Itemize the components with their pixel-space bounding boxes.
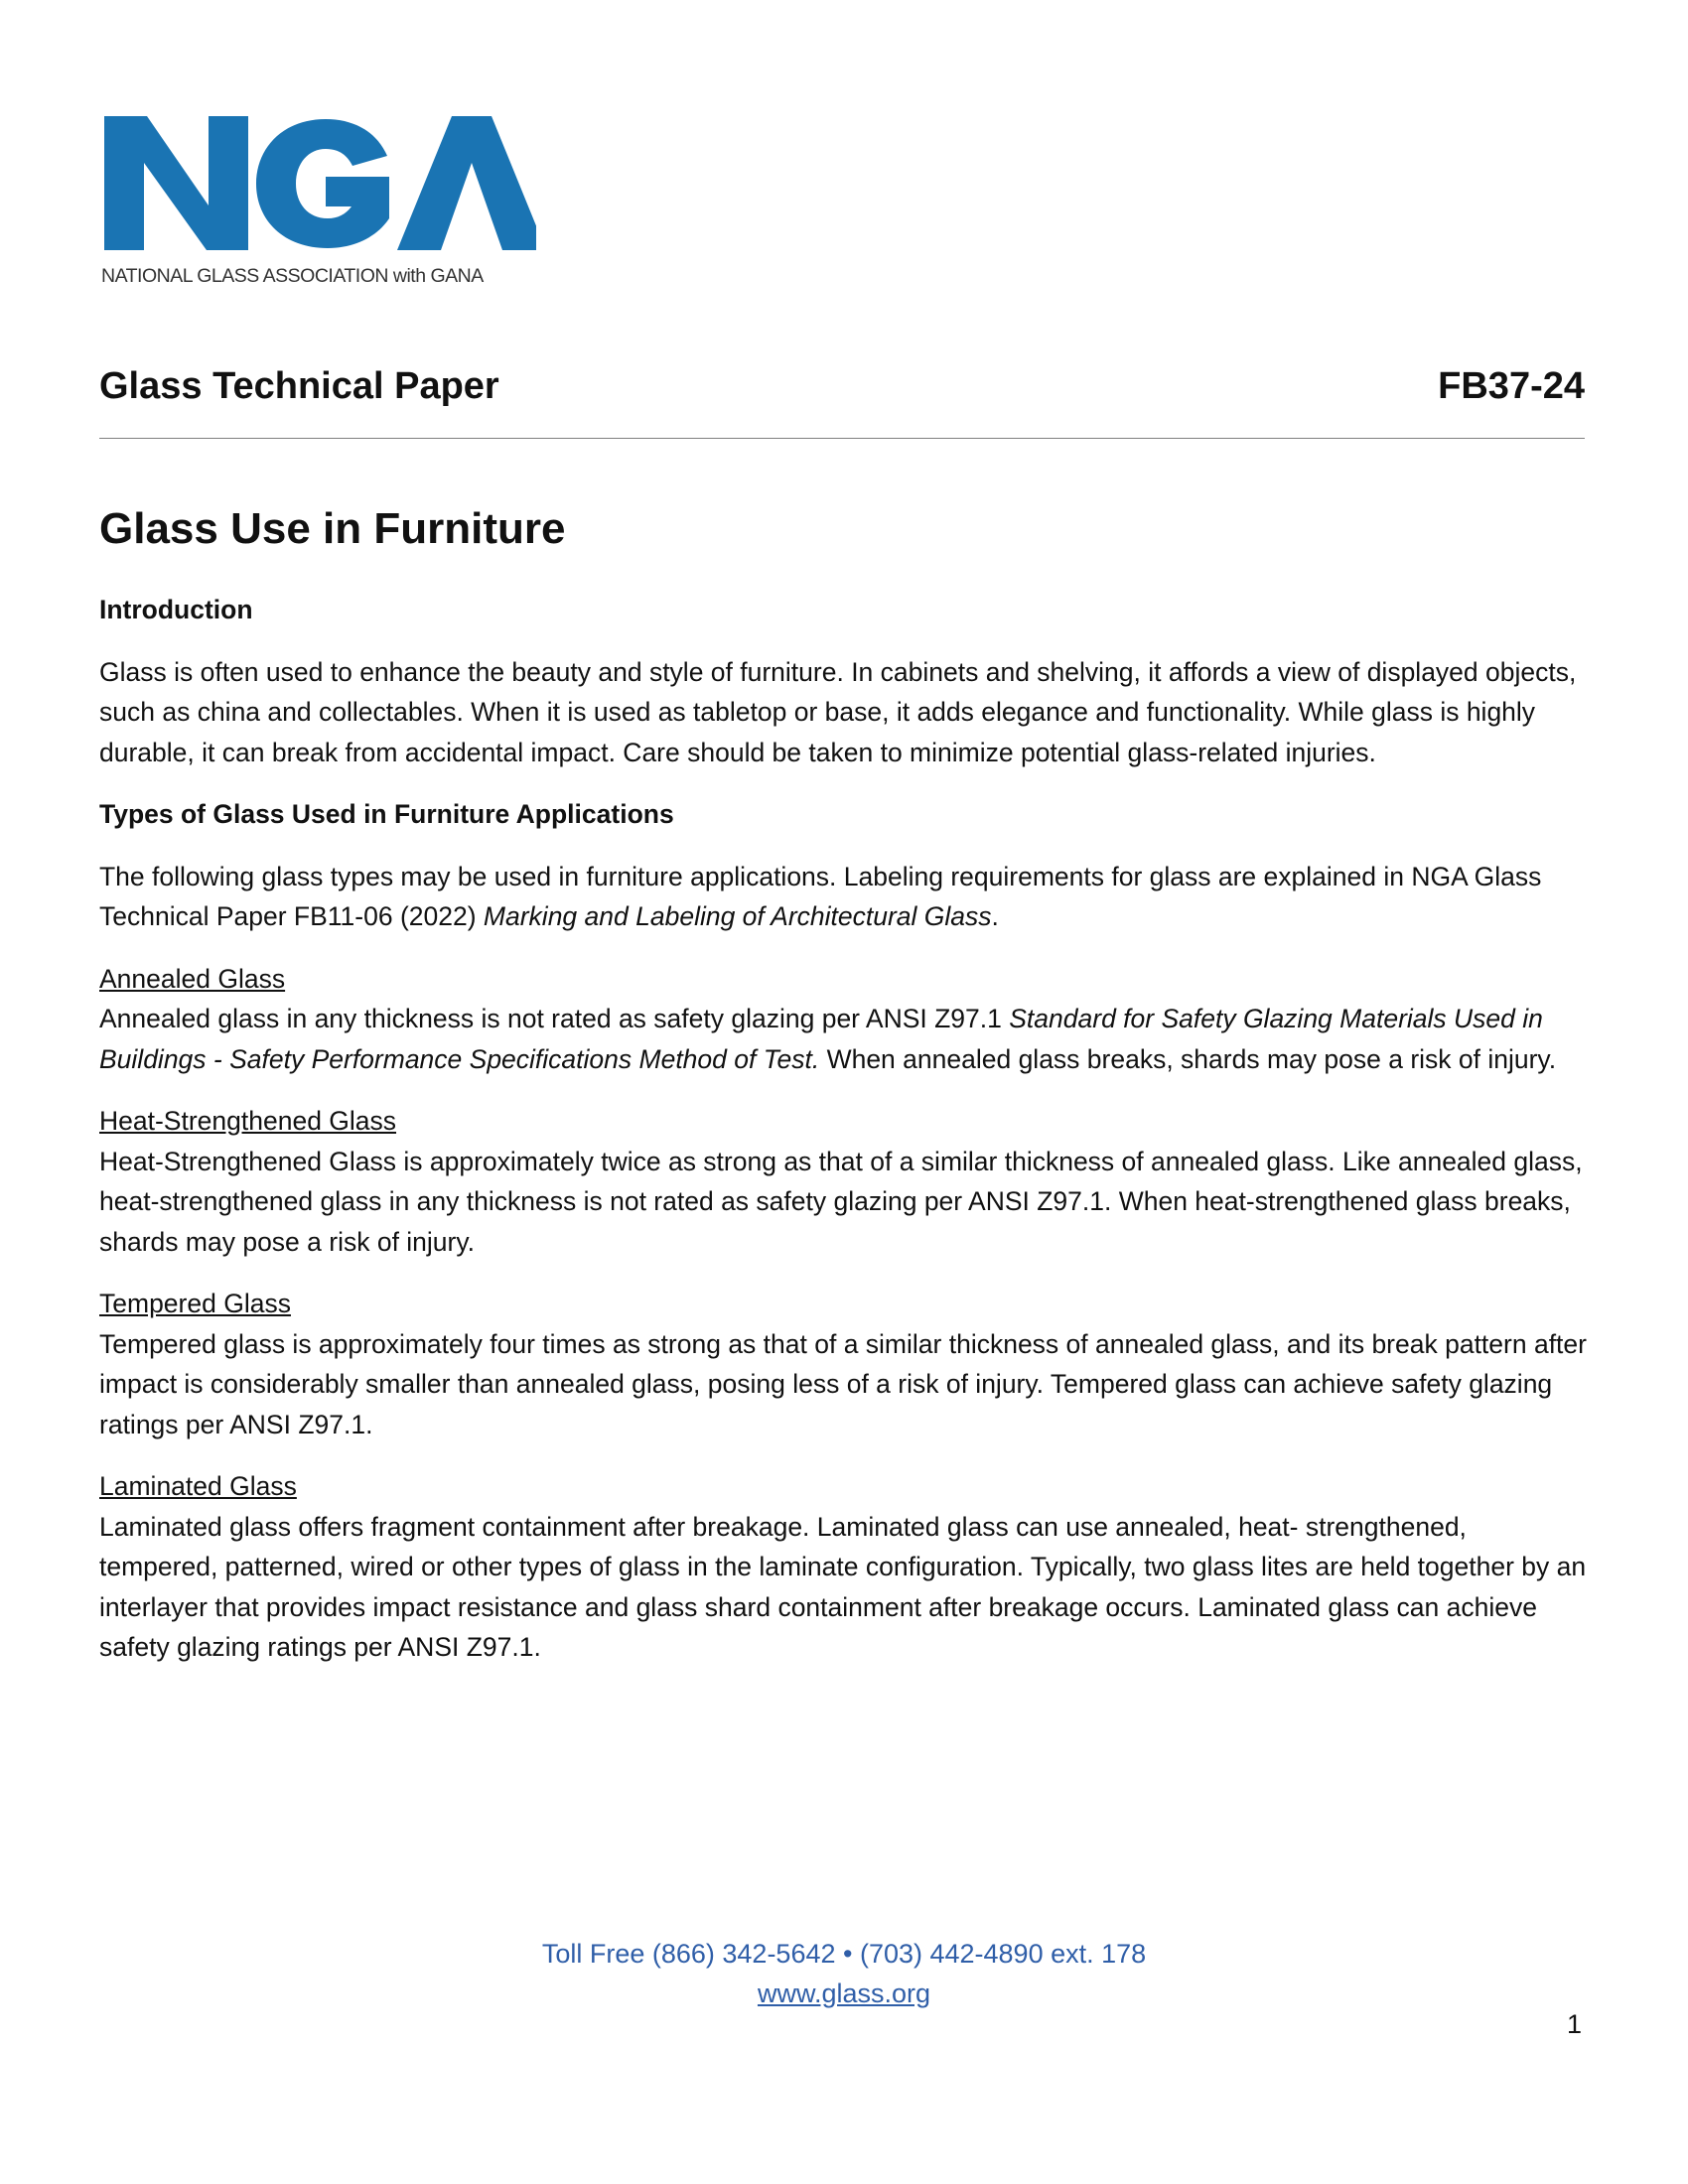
heat-strengthened-paragraph: Heat-Strengthened Glass is approximately twice as strong as that of a similar thickness of annealed glass. Like annealed glass, heat-strengthened glass in any thickness is not rated as safety glazing per ANSI Z97.1. When heat-strengthened glass breaks, shards may pose a risk of injury. <box>99 1146 1583 1257</box>
laminated-paragraph: Laminated glass offers fragment containment after breakage. Laminated glass can use annealed, heat- strengthened, tempered, patterned, wired or other types of glass in the laminate configuration. Typically, two glass lites are held together by an interlayer that provides impact resistance and glass shard containment after breakage occurs. Laminated glass can achieve safety glazing ratings per ANSI Z97.1. <box>99 1511 1587 1662</box>
header-divider <box>99 438 1585 439</box>
tempered-heading: Tempered Glass <box>99 1289 291 1318</box>
document-body <box>99 590 1589 1690</box>
document-type: Glass Technical Paper <box>99 365 499 407</box>
tempered-paragraph: Tempered glass is approximately four times as strong as that of a similar thickness of annealed glass, and its break pattern after impact is considerably smaller than annealed glass, posing less of a risk of injury. Tempered glass can achieve safety glazing ratings per ANSI Z97.1. <box>99 1328 1587 1439</box>
annealed-paragraph <box>99 999 1589 1079</box>
annealed-text: Annealed glass in any thickness is not rated as safety glazing per ANSI Z97.1 <box>99 1004 1010 1033</box>
page-title: Glass Use in Furniture <box>99 504 566 553</box>
logo-tagline: NATIONAL GLASS ASSOCIATION with GANA <box>101 265 484 287</box>
nga-logo <box>99 111 536 295</box>
introduction-heading: Introduction <box>99 595 253 624</box>
annealed-standard-title: Standard for Safety Glazing Materials Used in Buildings - Safety Performance Specifications Method of Test. <box>99 1004 1543 1074</box>
heat-strengthened-heading: Heat-Strengthened Glass <box>99 1106 397 1136</box>
introduction-paragraph: Glass is often used to enhance the beauty and style of furniture. In cabinets and shelving, it affords a view of displayed objects, such as china and collectables. When it is used as tabletop or base, it adds elegance and functionality. While glass is highly durable, it can break from accidental impact. Care should be taken to minimize potential glass-related injuries. <box>99 656 1577 767</box>
types-reference-title: Marking and Labeling of Architectural Glass <box>483 901 992 931</box>
annealed-heading: Annealed Glass <box>99 963 286 994</box>
document-number: FB37-24 <box>1438 365 1585 407</box>
page-number: 1 <box>1567 2009 1583 2039</box>
types-text: The following glass types may be used in furniture applications. Labeling requirements for glass are explained in NGA Glass Technical Paper FB11-06 (2022) <box>99 861 1542 931</box>
document-header <box>99 365 1585 415</box>
footer-website-link[interactable]: www.glass.org <box>757 1979 931 2008</box>
page-footer <box>0 1934 1688 2013</box>
annealed-text-end: When annealed glass breaks, shards may pose a risk of injury. <box>819 1043 1557 1074</box>
types-text-end: . <box>991 901 999 931</box>
laminated-heading: Laminated Glass <box>99 1471 297 1501</box>
types-heading: Types of Glass Used in Furniture Applications <box>99 799 674 829</box>
footer-phone: Toll Free (866) 342-5642 • (703) 442-4890 ext. 178 <box>541 1939 1147 1969</box>
types-paragraph <box>99 857 1589 937</box>
